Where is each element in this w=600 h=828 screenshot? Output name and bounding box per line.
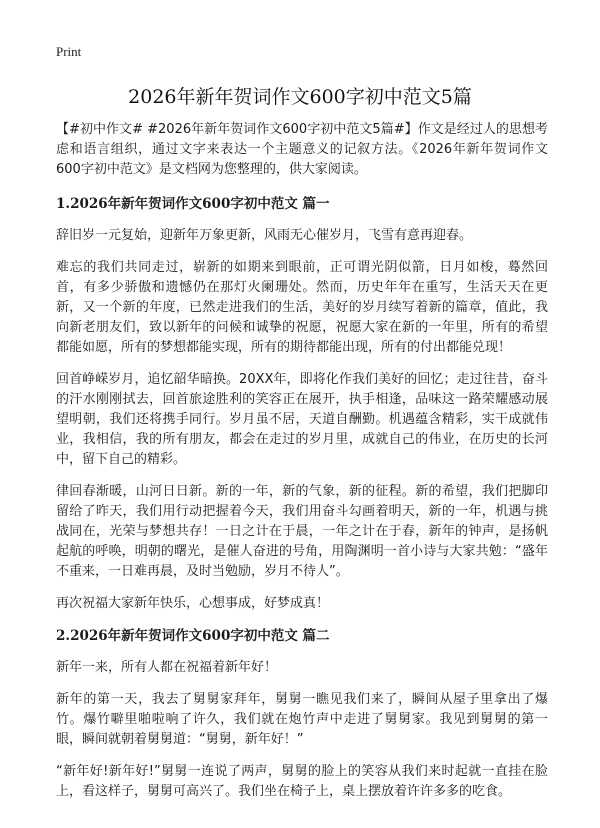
intro-text: 作文是经过人的思想考虑和语言组织，通过文字来表达一个主题意义的记叙方法。《2026年新年贺词作文600字初中范文》是文档网为您整理的，供大家阅读。: [56, 122, 548, 177]
section-1-paragraph: 回首峥嵘岁月，追忆韶华暗换。20XX年，即将化作我们美好的回忆；走过往昔，奋斗的汗水刚刚拭去，回首旅途胜利的笑容正在展开，执手相逢，品味这一路荣耀感动展望明朝，我们还将携手同行。岁月虽不居，天道自酬勤。机遇蕴含精彩，实干成就伟业，我相信，我的所有朋友，都会在走过的岁月里，成就自己的伟业，在历史的长河中，留下自己的精彩。: [56, 372, 548, 467]
page-title: 2026年新年贺词作文600字初中范文5篇: [128, 86, 472, 108]
section-1-paragraph: 律回春渐暖，山河日日新。新的一年，新的气象，新的征程。新的希望，我们把脚印留给了昨天，我们用行动把握着今天，我们用奋斗勾画着明天，新的一年，机遇与挑战同在，光荣与梦想共存！一日之计在于晨，一年之计在于春，新年的钟声，是扬帆起航的呼唤，明朝的曙光，是催人奋进的号角，用陶渊明一首小诗与大家共勉：“盛年不重来，一日难再晨，及时当勉励，岁月不待人”。: [56, 484, 548, 579]
section-heading-1: 1.2026年新年贺词作文600字初中范文 篇一: [56, 196, 330, 212]
intro-tags: 【#初中作文# #2026年新年贺词作文600字初中范文5篇#】: [56, 122, 418, 137]
section-heading-2: 2.2026年新年贺词作文600字初中范文 篇二: [56, 628, 330, 644]
article-body: [56, 120, 548, 814]
section-2-paragraph: “新年好!新年好!”舅舅一连说了两声，舅舅的脸上的笑容从我们来时起就一直挂在脸上，看这样子，舅舅可高兴了。我们坐在椅子上，桌上摆放着许许多多的吃食。: [56, 764, 548, 799]
section-2-paragraph: 新年的第一天，我去了舅舅家拜年，舅舅一瞧见我们来了，瞬间从屋子里拿出了爆竹。爆竹噼里啪啦响了许久，我们就在炮竹声中走进了舅舅家。我见到舅舅的第一眼，瞬间就朝着舅舅道：“舅舅，新年好！”: [56, 692, 548, 747]
section-2-paragraph: 新年一来，所有人都在祝福着新年好！: [56, 660, 278, 675]
print-link[interactable]: Print: [56, 44, 82, 59]
section-1-paragraph: 辞旧岁一元复始，迎新年万象更新，风雨无心催岁月，飞雪有意再迎春。: [56, 228, 473, 243]
intro-paragraph: [56, 120, 548, 180]
section-1-paragraph: 再次祝福大家新年快乐，心想事成，好梦成真！: [56, 596, 330, 611]
section-1-paragraph: 难忘的我们共同走过，崭新的如期来到眼前，正可谓光阴似箭，日月如梭，蓦然回首，有多少骄傲和遗憾仍在那灯火阑珊处。然而，历史年年在重写，生活天天在更新，又一个新的年度，已然走进我们的生活，美好的岁月续写着新的篇章，值此，我向新老朋友们，致以新年的问候和诚挚的祝愿，祝愿大家在新的一年里，所有的希望都能如愿，所有的梦想都能实现，所有的期待都能出现，所有的付出都能兑现！: [56, 260, 548, 355]
